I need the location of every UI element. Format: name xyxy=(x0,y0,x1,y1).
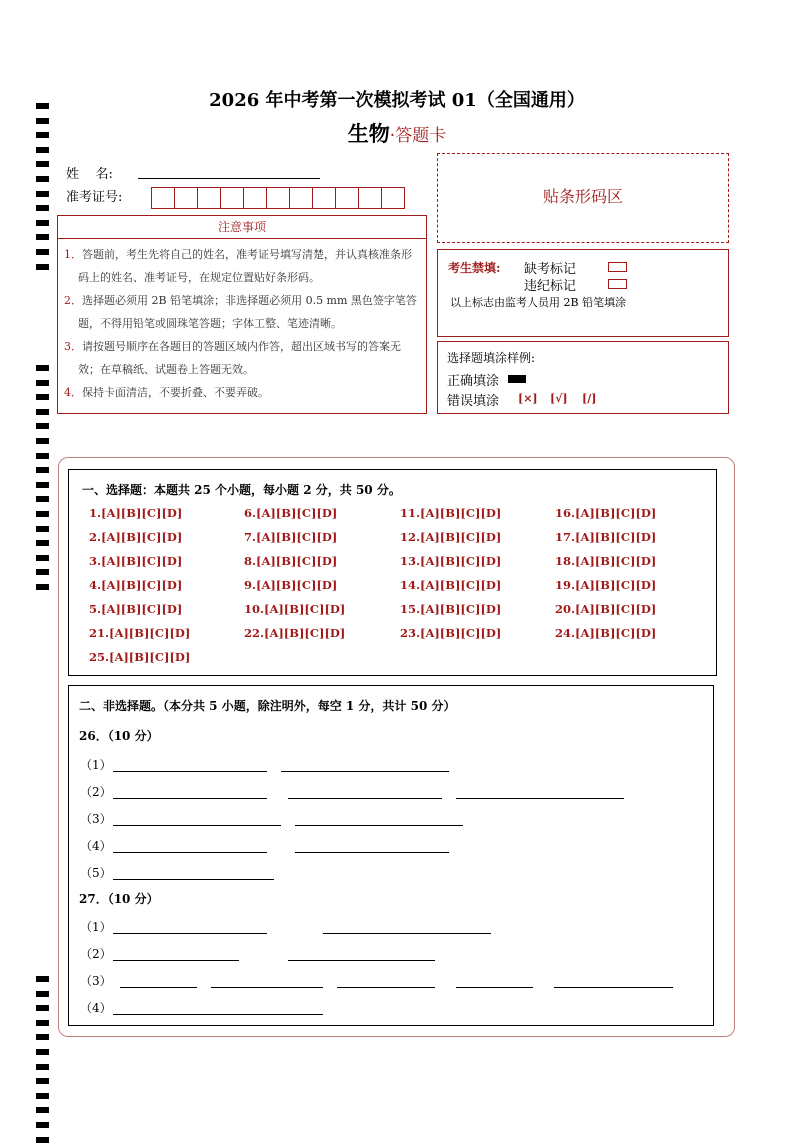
alignment-square xyxy=(36,1049,49,1055)
q26-label: 26．（10 分） xyxy=(79,729,159,743)
answer-line[interactable] xyxy=(120,987,197,988)
notice-number: 1． xyxy=(64,248,82,261)
answer-line[interactable] xyxy=(456,987,533,988)
choice-question[interactable]: 10.[A][B][C][D] xyxy=(244,602,346,616)
answer-line[interactable] xyxy=(554,987,673,988)
choice-question[interactable]: 1.[A][B][C][D] xyxy=(89,506,183,520)
subject-name: 生物 xyxy=(347,121,390,146)
answer-line[interactable] xyxy=(211,987,323,988)
answer-line[interactable] xyxy=(295,825,463,826)
answer-line[interactable] xyxy=(337,987,435,988)
q26-part-1: （1） xyxy=(80,758,112,772)
choice-question[interactable]: 5.[A][B][C][D] xyxy=(89,602,183,616)
alignment-square xyxy=(36,205,49,211)
alignment-square xyxy=(36,584,49,590)
alignment-square xyxy=(36,555,49,561)
fill-example-heading: 选择题填涂样例: xyxy=(447,351,536,365)
alignment-square xyxy=(36,467,49,473)
absent-mark-box[interactable] xyxy=(608,262,627,272)
card-label: 答题卡 xyxy=(395,126,447,146)
choice-question[interactable]: 12.[A][B][C][D] xyxy=(400,530,502,544)
non-choice-section xyxy=(68,685,714,1026)
alignment-square xyxy=(36,438,49,444)
q27-label: 27．（10 分） xyxy=(79,892,159,906)
choice-question[interactable]: 24.[A][B][C][D] xyxy=(555,626,657,640)
q27-part-2: （2） xyxy=(80,947,112,961)
id-digit-box[interactable] xyxy=(220,187,244,209)
q26-part-3: （3） xyxy=(80,812,112,826)
notice-number: 4． xyxy=(64,386,82,399)
alignment-square xyxy=(36,1107,49,1113)
notice-text: 保持卡面清洁，不要折叠、不要弄破。 xyxy=(82,386,269,399)
name-label: 姓 名: xyxy=(66,167,113,182)
notice-box xyxy=(57,215,427,414)
alignment-square xyxy=(36,540,49,546)
wrong-mark-x: [×] xyxy=(518,392,538,405)
fill-example-box xyxy=(437,341,729,414)
choice-question[interactable]: 3.[A][B][C][D] xyxy=(89,554,183,568)
barcode-area-label: 贴条形码区 xyxy=(542,187,623,206)
alignment-square xyxy=(36,976,49,982)
answer-line[interactable] xyxy=(323,933,491,934)
id-digit-box[interactable] xyxy=(243,187,267,209)
alignment-square xyxy=(36,526,49,532)
answer-line[interactable] xyxy=(288,798,442,799)
answer-line[interactable] xyxy=(113,798,267,799)
correct-fill-mark xyxy=(508,375,526,383)
notice-text: 请按题号顺序在各题目的答题区域内作答，超出区域书写的答案无效；在草稿纸、试题卷上答题无效。 xyxy=(78,340,401,376)
non-choice-title: 二、非选择题。（本分共 5 小题，除注明外，每空 1 分，共计 50 分） xyxy=(79,699,456,713)
notice-list xyxy=(58,239,426,404)
notice-number: 2． xyxy=(64,294,82,307)
choice-question[interactable]: 16.[A][B][C][D] xyxy=(555,506,657,520)
answer-line[interactable] xyxy=(281,771,449,772)
notice-item xyxy=(64,289,420,335)
wrong-mark-slash: [/] xyxy=(582,392,597,405)
notice-text: 选择题必须用 2B 铅笔填涂；非选择题必须用 0.5 mm 黑色签字笔答题，不得用铅笔或圆珠笔答题；字体工整、笔迹清晰。 xyxy=(78,294,417,330)
id-digit-box[interactable] xyxy=(381,187,405,209)
choice-question[interactable]: 2.[A][B][C][D] xyxy=(89,530,183,544)
forbidden-box xyxy=(437,249,729,337)
id-number-boxes[interactable] xyxy=(151,187,404,209)
choice-question[interactable]: 8.[A][B][C][D] xyxy=(244,554,338,568)
choice-question[interactable]: 22.[A][B][C][D] xyxy=(244,626,346,640)
choice-question[interactable]: 9.[A][B][C][D] xyxy=(244,578,338,592)
alignment-square xyxy=(36,511,49,517)
q27-part-1: （1） xyxy=(80,920,112,934)
alignment-square xyxy=(36,482,49,488)
answer-line[interactable] xyxy=(113,1014,323,1015)
answer-line[interactable] xyxy=(295,852,449,853)
choice-question[interactable]: 7.[A][B][C][D] xyxy=(244,530,338,544)
notice-heading: 注意事项 xyxy=(58,216,426,239)
choice-question[interactable]: 20.[A][B][C][D] xyxy=(555,602,657,616)
wrong-mark-check: [√] xyxy=(550,392,568,405)
alignment-square xyxy=(36,453,49,459)
alignment-square xyxy=(36,1078,49,1084)
alignment-square xyxy=(36,220,49,226)
answer-line[interactable] xyxy=(113,960,239,961)
q27-part-3: （3） xyxy=(80,974,112,988)
notice-item xyxy=(64,381,420,404)
q27-part-4: （4） xyxy=(80,1001,112,1015)
choice-section-title: 一、选择题：本题共 25 个小题，每小题 2 分，共 50 分。 xyxy=(82,483,401,497)
choice-question[interactable]: 6.[A][B][C][D] xyxy=(244,506,338,520)
choice-question[interactable]: 11.[A][B][C][D] xyxy=(400,506,502,520)
name-field[interactable] xyxy=(138,178,320,179)
alignment-square xyxy=(36,1137,49,1143)
choice-question[interactable]: 21.[A][B][C][D] xyxy=(89,626,191,640)
q26-part-2: （2） xyxy=(80,785,112,799)
answer-line[interactable] xyxy=(113,852,267,853)
answer-line[interactable] xyxy=(456,798,624,799)
absent-mark-label: 缺考标记 xyxy=(524,262,577,277)
alignment-square xyxy=(36,365,49,371)
forbidden-label: 考生禁填: xyxy=(448,261,501,275)
alignment-square xyxy=(36,1093,49,1099)
alignment-square xyxy=(36,569,49,575)
choice-question[interactable]: 15.[A][B][C][D] xyxy=(400,602,502,616)
id-digit-box[interactable] xyxy=(174,187,198,209)
id-digit-box[interactable] xyxy=(312,187,336,209)
alignment-square xyxy=(36,380,49,386)
id-label: 准考证号: xyxy=(66,190,123,205)
id-digit-box[interactable] xyxy=(151,187,175,209)
notice-number: 3． xyxy=(64,340,82,353)
choice-question[interactable]: 14.[A][B][C][D] xyxy=(400,578,502,592)
subject-title xyxy=(0,118,794,148)
wrong-fill-label: 错误填涂 xyxy=(447,394,500,409)
choice-question[interactable]: 23.[A][B][C][D] xyxy=(400,626,502,640)
alignment-square xyxy=(36,176,49,182)
id-digit-box[interactable] xyxy=(266,187,290,209)
id-digit-box[interactable] xyxy=(197,187,221,209)
choice-question[interactable]: 25.[A][B][C][D] xyxy=(89,650,191,664)
choice-question[interactable]: 19.[A][B][C][D] xyxy=(555,578,657,592)
subject-separator: · xyxy=(389,126,396,146)
answer-line[interactable] xyxy=(113,771,267,772)
alignment-square xyxy=(36,496,49,502)
notice-item xyxy=(64,335,420,381)
choice-question[interactable]: 17.[A][B][C][D] xyxy=(555,530,657,544)
forbidden-note: 以上标志由监考人员用 2B 铅笔填涂 xyxy=(450,296,627,309)
alignment-square xyxy=(36,161,49,167)
answer-line[interactable] xyxy=(113,825,281,826)
alignment-square xyxy=(36,409,49,415)
alignment-square xyxy=(36,1020,49,1026)
alignment-square xyxy=(36,394,49,400)
alignment-square xyxy=(36,234,49,240)
alignment-square xyxy=(36,264,49,270)
exam-title: 2026 年中考第一次模拟考试 01（全国通用） xyxy=(209,90,585,111)
choice-question[interactable]: 4.[A][B][C][D] xyxy=(89,578,183,592)
q26-part-4: （4） xyxy=(80,839,112,853)
answer-line[interactable] xyxy=(113,879,274,880)
barcode-area xyxy=(437,153,729,243)
choice-section xyxy=(68,469,717,676)
notice-item xyxy=(64,243,420,289)
q26-part-5: （5） xyxy=(80,866,112,880)
id-digit-box[interactable] xyxy=(289,187,313,209)
alignment-square xyxy=(36,1034,49,1040)
alignment-square xyxy=(36,249,49,255)
correct-fill-label: 正确填涂 xyxy=(447,374,500,389)
alignment-square xyxy=(36,191,49,197)
alignment-square xyxy=(36,1064,49,1070)
alignment-square xyxy=(36,991,49,997)
notice-text: 答题前，考生先将自己的姓名，准考证号填写清楚，并认真核准条形码上的姓名、准考证号，在规定位置贴好条形码。 xyxy=(78,248,412,284)
answer-line[interactable] xyxy=(288,960,435,961)
alignment-square xyxy=(36,1005,49,1011)
choice-question[interactable]: 13.[A][B][C][D] xyxy=(400,554,502,568)
violation-mark-box[interactable] xyxy=(608,279,627,289)
violation-mark-label: 违纪标记 xyxy=(524,279,577,294)
answer-line[interactable] xyxy=(113,933,267,934)
id-digit-box[interactable] xyxy=(358,187,382,209)
id-digit-box[interactable] xyxy=(335,187,359,209)
choice-question[interactable]: 18.[A][B][C][D] xyxy=(555,554,657,568)
alignment-square xyxy=(36,423,49,429)
